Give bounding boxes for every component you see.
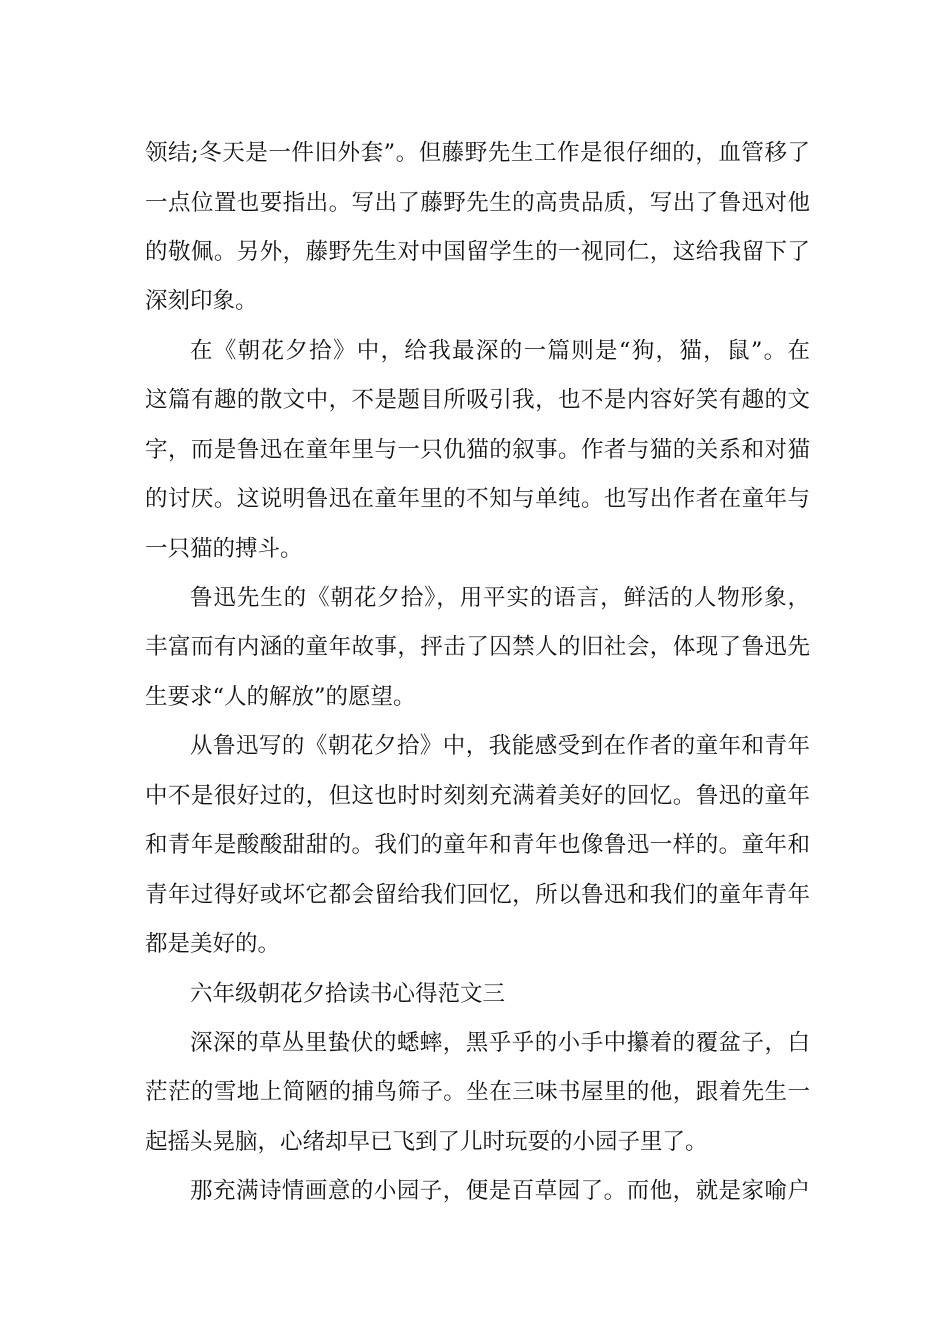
text-line: 这篇有趣的散文中，不是题目所吸引我，也不是内容好笑有趣的文 (145, 387, 810, 413)
paragraph-first-line: 从鲁迅写的《朝花夕拾》中，我能感受到在作者的童年和青年 (190, 733, 810, 759)
text-line: 字，而是鲁迅在童年里与一只仇猫的叙事。作者与猫的关系和对猫 (145, 437, 810, 463)
paragraph-first-line: 那充满诗情画意的小园子，便是百草园了。而他，就是家喻户 (190, 1178, 810, 1204)
text-line: 的讨厌。这说明鲁迅在童年里的不知与单纯。也写出作者在童年与 (145, 486, 810, 512)
text-line: 一点位置也要指出。写出了藤野先生的高贵品质，写出了鲁迅对他 (145, 190, 810, 216)
paragraph-first-line: 鲁迅先生的《朝花夕拾》，用平实的语言，鲜活的人物形象， (190, 585, 810, 611)
text-line: 深刻印象。 (145, 288, 258, 314)
text-line: 茫茫的雪地上简陋的捕鸟筛子。坐在三味书屋里的他，跟着先生一 (145, 1079, 810, 1105)
paragraph-first-line: 深深的草丛里蛰伏的蟋蟀，黑乎乎的小手中攥着的覆盆子，白 (190, 1030, 810, 1056)
section-heading: 六年级朝花夕拾读书心得范文三 (190, 981, 506, 1007)
text-line: 都是美好的。 (145, 931, 281, 957)
text-line: 一只猫的搏斗。 (145, 536, 303, 562)
text-line: 生要求“人的解放”的愿望。 (145, 684, 416, 710)
paragraph-first-line: 在《朝花夕拾》中，给我最深的一篇则是“狗，猫，鼠”。在 (190, 338, 810, 364)
text-line: 丰富而有内涵的童年故事，抨击了囚禁人的旧社会，体现了鲁迅先 (145, 634, 810, 660)
text-line: 领结;冬天是一件旧外套”。但藤野先生工作是很仔细的，血管移了 (145, 140, 810, 166)
text-line: 的敬佩。另外，藤野先生对中国留学生的一视同仁，这给我留下了 (145, 239, 810, 265)
text-line: 起摇头晃脑，心绪却早已飞到了儿时玩耍的小园子里了。 (145, 1129, 708, 1155)
text-line: 青年过得好或坏它都会留给我们回忆，所以鲁迅和我们的童年青年 (145, 882, 810, 908)
text-line: 和青年是酸酸甜甜的。我们的童年和青年也像鲁迅一样的。童年和 (145, 832, 810, 858)
text-line: 中不是很好过的，但这也时时刻刻充满着美好的回忆。鲁迅的童年 (145, 783, 810, 809)
